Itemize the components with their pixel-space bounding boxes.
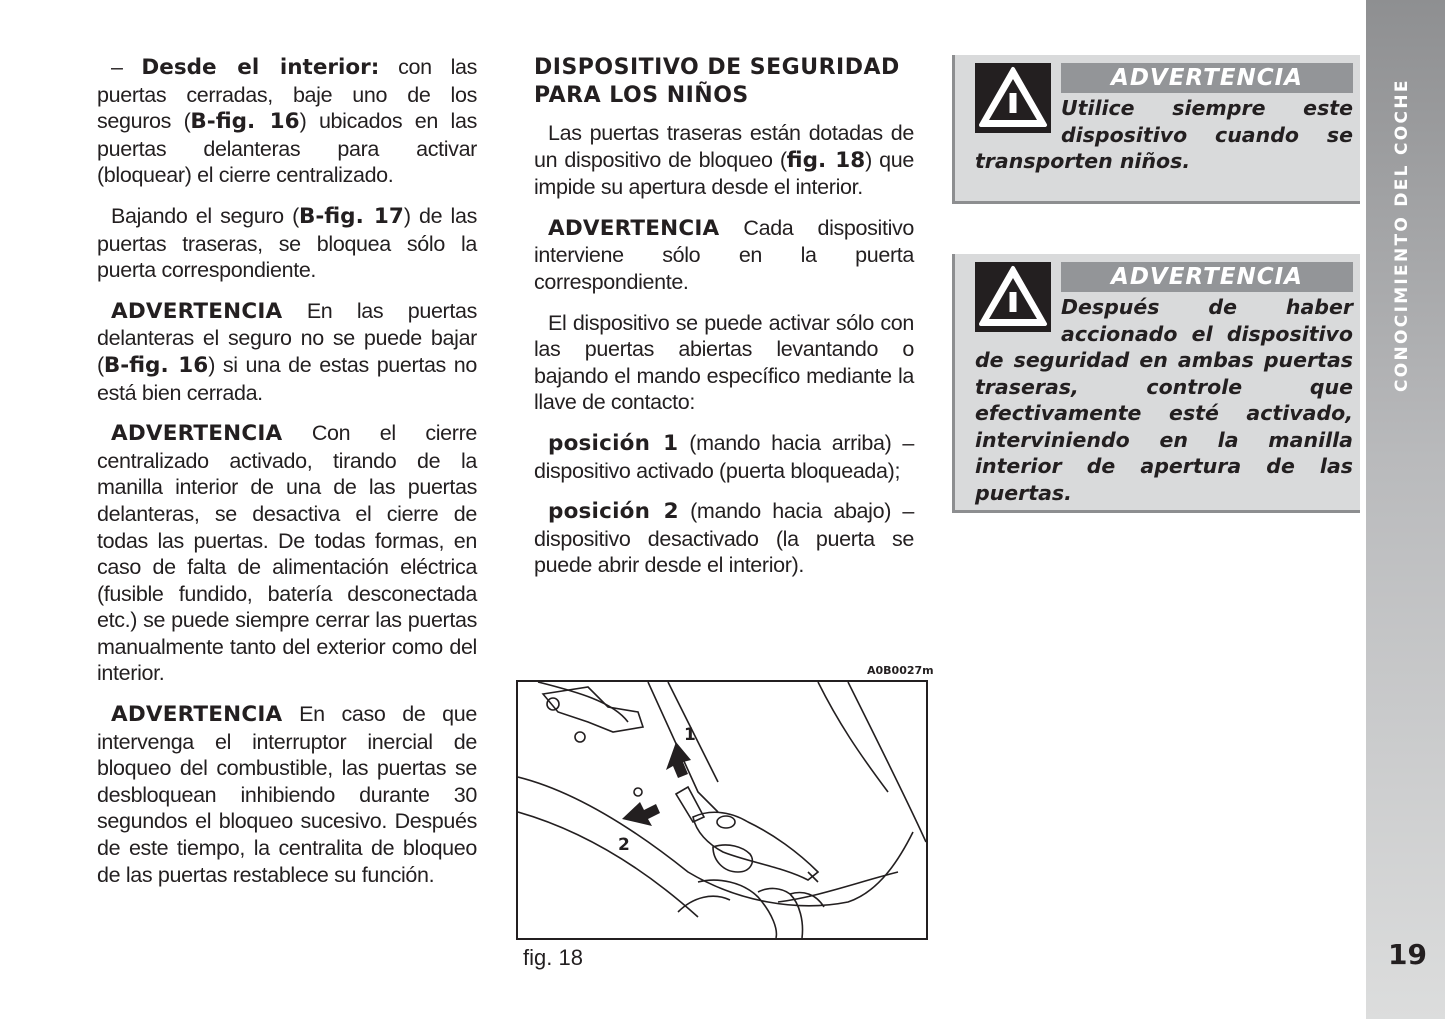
middle-column [534, 54, 914, 593]
figure-child-lock [516, 680, 928, 940]
figure-label-2: 2 [618, 835, 630, 855]
paragraph-interior-lock: – Desde el interior: con las puertas cerradas, baje uno de los seguros (B-fig. 16) ubicados en las puertas delanteras para activar (bloquear) el cierre centralizado. [97, 55, 477, 188]
paragraph-warning-each-device: ADVERTENCIA Cada dispositivo interviene sólo en la puerta correspondiente. [534, 215, 914, 294]
paragraph-warning-inertia-switch: ADVERTENCIA En caso de que intervenga el interruptor inercial de bloqueo del combustible, las puertas se desbloquean inhibiendo durante 30 segundos el bloqueo sucesivo. Después de este tiempo, la centralita de bloqueo de las puertas restablece su función. [97, 702, 477, 887]
warning-text-1: Utilice siempre este dispositivo cuando se transporten niños. [975, 96, 1353, 173]
warning-title-1: ADVERTENCIA [1061, 63, 1353, 93]
warning-text-2: Después de haber accionado el dispositivo de seguridad en ambas puertas traseras, controle que efectivamente esté activado, interviniendo en la manilla interior de apertura de las puertas. [975, 295, 1353, 505]
paragraph-child-lock-intro: Las puertas traseras están dotadas de un dispositivo de bloqueo (fig. 18) que impide su apertura desde el interior. [534, 121, 914, 200]
figure-code: A0B0027m [867, 664, 934, 677]
figure-label-1: 1 [684, 725, 696, 745]
page-number: 19 [1388, 938, 1427, 971]
paragraph-position-2: posición 2 (mando hacia abajo) – dispositivo desactivado (la puerta se puede abrir desde el interior). [534, 499, 914, 578]
figure-caption: fig. 18 [523, 945, 583, 970]
warning-title-2: ADVERTENCIA [1061, 262, 1353, 292]
chapter-label: CONOCIMIENTO DEL COCHE [1392, 78, 1412, 392]
figure-illustration [518, 682, 926, 938]
paragraph-warning-front-doors: ADVERTENCIA En las puertas delanteras el seguro no se puede bajar (B-fig. 16) si una de estas puertas no está bien cerrada. [97, 298, 477, 405]
paragraph-activation: El dispositivo se puede activar sólo con las puertas abiertas levantando o bajando el mando específico mediante la llave de contacto: [534, 310, 914, 415]
paragraph-warning-central-lock: ADVERTENCIA Con el cierre centralizado activado, tirando de la manilla interior de una de las puertas delanteras, se desactiva el cierre de todas las puertas. De todas formas, en caso de falta de alimentación eléctrica (fusible fundido, batería desconectada etc.) se puede siempre cerrar las puertas manualmente tanto del exterior como del interior. [97, 421, 477, 686]
section-heading: DISPOSITIVO DE SEGURIDAD PARA LOS NIÑOS [534, 55, 900, 108]
paragraph-position-1: posición 1 (mando hacia arriba) – dispositivo activado (puerta bloqueada); [534, 430, 914, 483]
warning-box-1 [955, 55, 1360, 201]
paragraph-rear-lock: Bajando el seguro (B-fig. 17) de las puertas traseras, se bloquea sólo la puerta correspondiente. [97, 203, 477, 283]
left-column [97, 54, 477, 902]
warning-box-2 [955, 254, 1360, 510]
